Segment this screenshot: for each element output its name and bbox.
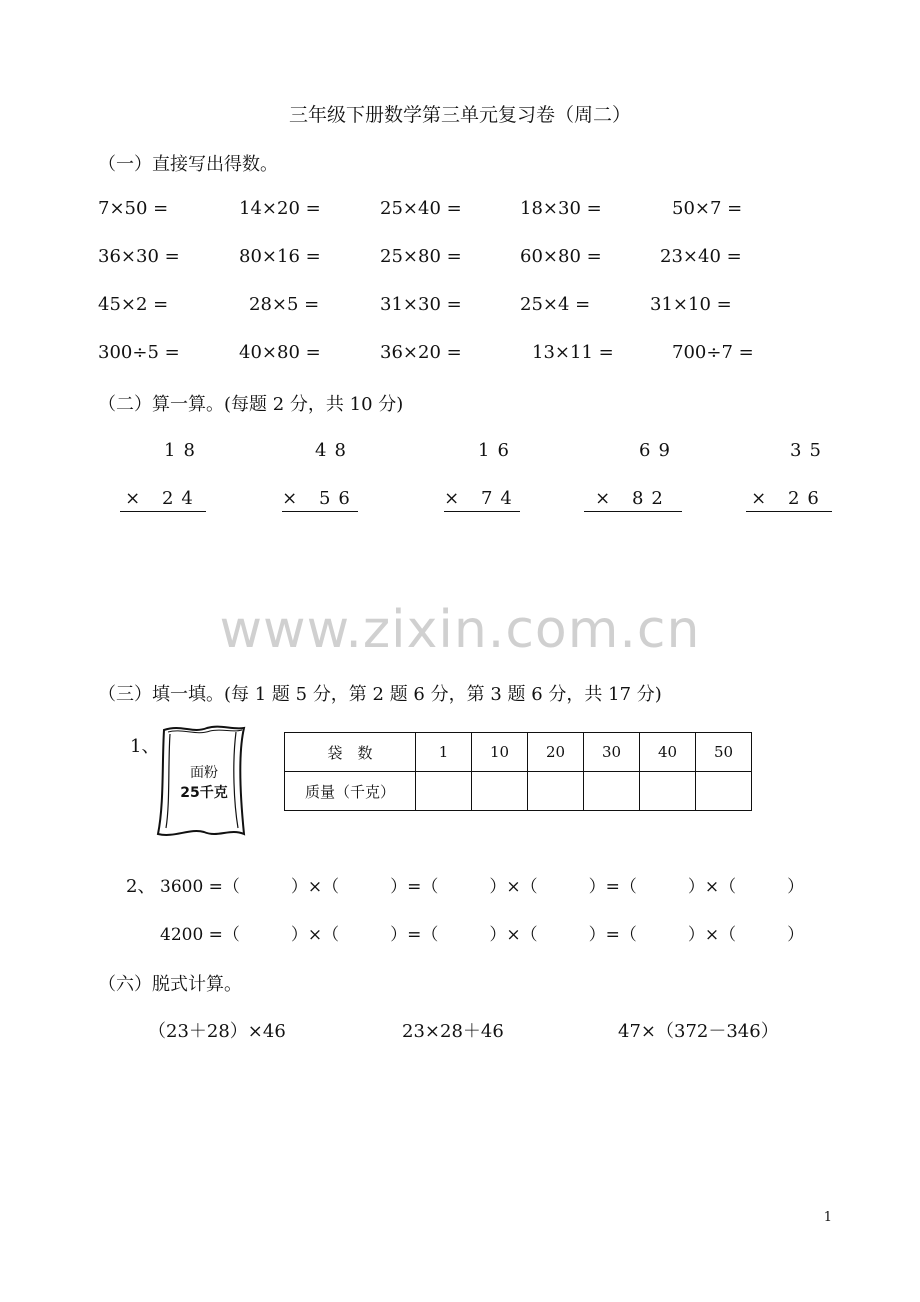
mental-math-item: 18×30 = — [520, 198, 602, 219]
table-cell: 40 — [640, 733, 696, 772]
flour-bag-icon — [152, 724, 252, 840]
answer-cell[interactable] — [696, 772, 752, 811]
section1-heading: （一）直接写出得数。 — [98, 154, 278, 175]
vertical-multiplier: × 24 — [120, 488, 206, 512]
mental-math-item: 31×10 = — [650, 294, 732, 315]
mental-math-item: 36×30 = — [98, 246, 180, 267]
answer-cell[interactable] — [416, 772, 472, 811]
mental-math-item: 31×30 = — [380, 294, 462, 315]
factor-fill-line: 4200 =（ ）×（ ）=（ ）×（ ）=（ ）×（ ） — [160, 925, 805, 945]
flour-weight-table — [284, 732, 752, 811]
mental-math-item: 60×80 = — [520, 246, 602, 267]
mental-math-item: 13×11 = — [532, 342, 614, 363]
vertical-multiplicand: 18 — [164, 440, 203, 461]
section3-heading: （三）填一填。(每 1 题 5 分，第 2 题 6 分，第 3 题 6 分，共 17 分) — [98, 684, 662, 705]
mental-math-item: 14×20 = — [239, 198, 321, 219]
section6-heading: （六）脱式计算。 — [98, 974, 242, 995]
flour-bag-weight: 25千克 — [180, 785, 228, 801]
watermark: www.zixin.com.cn — [219, 600, 701, 660]
mental-math-item: 300÷5 = — [98, 342, 180, 363]
mental-math-item: 40×80 = — [239, 342, 321, 363]
vertical-multiplicand: 69 — [639, 440, 678, 461]
mental-math-item: 28×5 = — [249, 294, 320, 315]
mental-math-item: 36×20 = — [380, 342, 462, 363]
answer-cell[interactable] — [584, 772, 640, 811]
step-calc-problem: （23＋28）×46 — [148, 1021, 286, 1042]
mental-math-item: 50×7 = — [672, 198, 743, 219]
mental-math-item: 45×2 = — [98, 294, 169, 315]
table-header-weight: 质量（千克） — [285, 772, 416, 811]
table-row — [285, 772, 752, 811]
mental-math-item: 7×50 = — [98, 198, 169, 219]
vertical-multiplicand: 16 — [478, 440, 517, 461]
section2-heading: （二）算一算。(每题 2 分，共 10 分) — [98, 394, 404, 415]
mental-math-item: 700÷7 = — [672, 342, 754, 363]
table-row — [285, 733, 752, 772]
table-cell: 10 — [472, 733, 528, 772]
vertical-multiplier: × 56 — [282, 488, 358, 512]
table-cell: 20 — [528, 733, 584, 772]
table-cell: 30 — [584, 733, 640, 772]
mental-math-item: 23×40 = — [660, 246, 742, 267]
question-2-label: 2、 — [126, 876, 156, 897]
answer-cell[interactable] — [528, 772, 584, 811]
factor-fill-line: 3600 =（ ）×（ ）=（ ）×（ ）=（ ）×（ ） — [160, 877, 805, 897]
question-1-label: 1、 — [130, 736, 160, 757]
mental-math-item: 25×40 = — [380, 198, 462, 219]
vertical-multiplier: × 26 — [746, 488, 832, 512]
mental-math-item: 25×80 = — [380, 246, 462, 267]
vertical-multiplicand: 48 — [315, 440, 354, 461]
vertical-multiplier: × 74 — [444, 488, 520, 512]
vertical-multiplier: × 82 — [584, 488, 682, 512]
table-header-bags: 袋 数 — [285, 733, 416, 772]
vertical-multiplicand: 35 — [790, 440, 829, 461]
page-number: 1 — [823, 1210, 832, 1225]
table-cell: 50 — [696, 733, 752, 772]
mental-math-item: 25×4 = — [520, 294, 591, 315]
flour-bag-name: 面粉 — [190, 765, 218, 781]
table-cell: 1 — [416, 733, 472, 772]
step-calc-problem: 47×（372－346） — [618, 1021, 779, 1042]
answer-cell[interactable] — [640, 772, 696, 811]
mental-math-item: 80×16 = — [239, 246, 321, 267]
page-title: 三年级下册数学第三单元复习卷（周二） — [288, 104, 631, 126]
answer-cell[interactable] — [472, 772, 528, 811]
step-calc-problem: 23×28＋46 — [402, 1021, 504, 1042]
